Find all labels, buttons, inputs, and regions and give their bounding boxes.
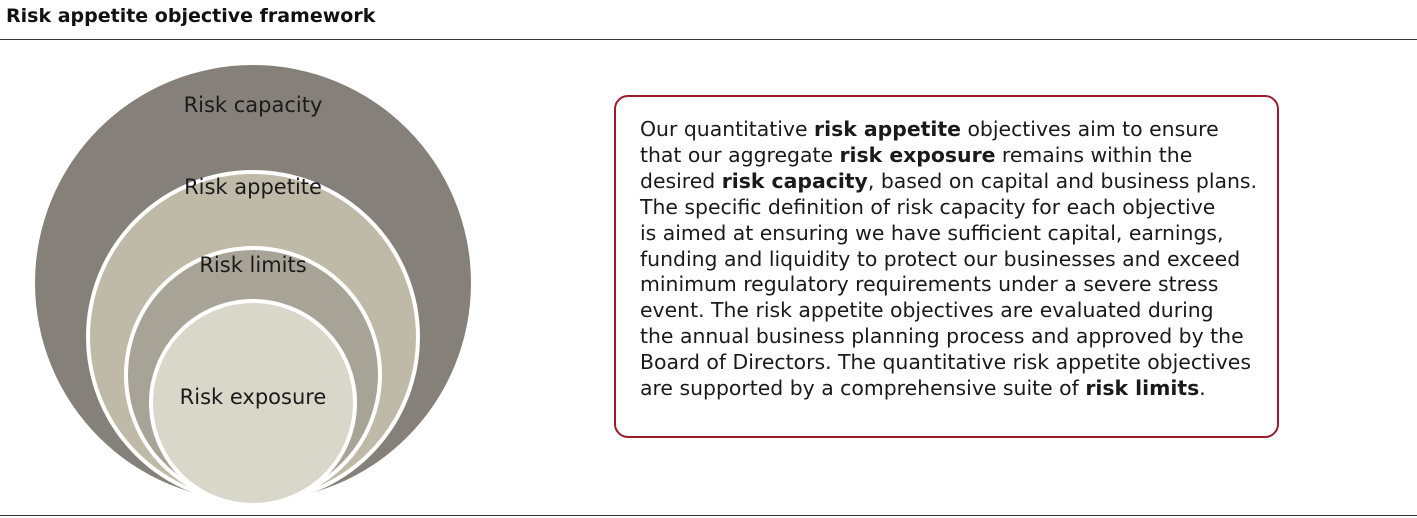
- description-text: [640, 117, 1267, 402]
- description-box: [614, 95, 1279, 438]
- description-line: [640, 195, 1267, 221]
- description-line: [640, 117, 1267, 143]
- description-line: [640, 169, 1267, 195]
- emphasis-term: risk appetite: [814, 117, 961, 141]
- text-run: objectives aim to ensure: [960, 117, 1219, 141]
- text-run: are supported by a comprehensive suite of: [640, 376, 1086, 401]
- text-run: that our aggregate: [640, 142, 840, 167]
- text-run: Our quantitative: [640, 117, 815, 141]
- text-run: is aimed at ensuring we have sufficient capital, earnings,: [640, 220, 1224, 245]
- text-run: remains within the: [995, 142, 1193, 167]
- description-line: [640, 247, 1267, 273]
- text-run: desired: [640, 168, 722, 193]
- emphasis-term: risk exposure: [839, 142, 996, 167]
- description-line: [640, 298, 1267, 324]
- description-line: [640, 376, 1267, 402]
- bottom-divider: [0, 515, 1417, 516]
- nested-circles-diagram: [0, 0, 600, 518]
- description-line: [640, 324, 1267, 350]
- text-run: Board of Directors. The quantitative risk appetite objectives: [640, 350, 1251, 375]
- emphasis-term: risk limits: [1085, 376, 1200, 401]
- text-run: The specific definition of risk capacity for each objective: [640, 194, 1216, 219]
- text-run: event. The risk appetite objectives are evaluated during: [640, 298, 1214, 323]
- risk-appetite-label: Risk appetite: [184, 175, 322, 199]
- text-run: funding and liquidity to protect our businesses and exceed: [640, 246, 1241, 271]
- text-run: minimum regulatory requirements under a severe stress: [640, 272, 1219, 297]
- risk-exposure-label: Risk exposure: [179, 385, 327, 409]
- risk-capacity-label: Risk capacity: [183, 93, 323, 117]
- text-run: .: [1199, 376, 1206, 401]
- description-line: [640, 221, 1267, 247]
- text-run: , based on capital and business plans.: [867, 168, 1258, 193]
- description-line: [640, 143, 1267, 169]
- description-line: [640, 350, 1267, 376]
- description-line: [640, 272, 1267, 298]
- emphasis-term: risk capacity: [721, 168, 868, 193]
- text-run: the annual business planning process and approved by the: [640, 324, 1244, 349]
- risk-limits-label: Risk limits: [199, 253, 307, 277]
- page-title: Risk appetite objective framework: [6, 5, 376, 27]
